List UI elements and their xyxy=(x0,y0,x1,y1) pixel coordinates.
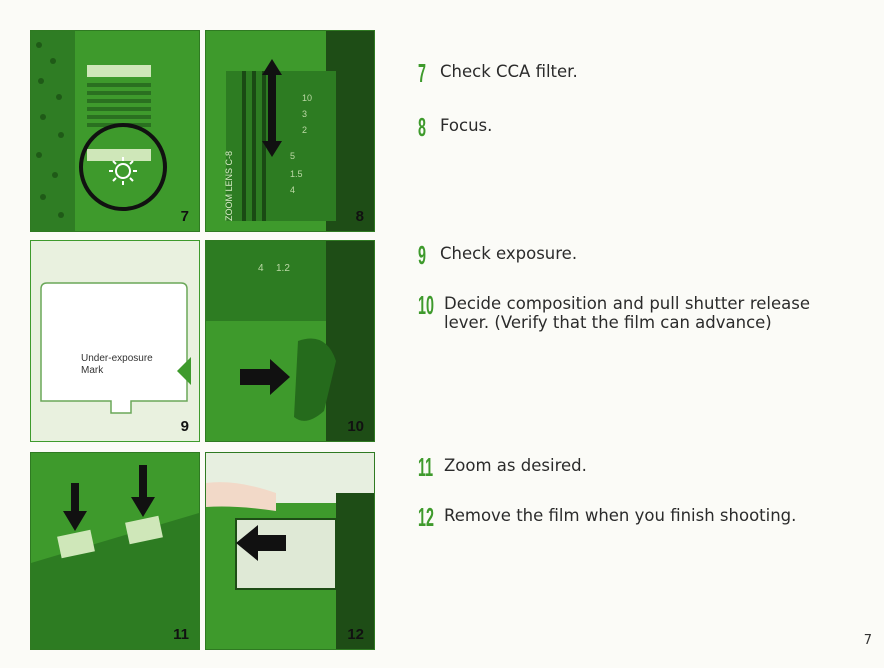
figure-number-12: 12 xyxy=(347,626,364,643)
step-7 xyxy=(418,60,818,86)
step-text-11: Zoom as desired. xyxy=(444,456,587,475)
cca-filter-illustration xyxy=(31,31,199,231)
step-text-9: Check exposure. xyxy=(440,244,578,263)
figure-number-11: 11 xyxy=(173,626,189,643)
step-11 xyxy=(418,454,818,480)
figure-11-zoom xyxy=(30,452,200,650)
figure-number-7: 7 xyxy=(180,208,189,225)
zoom-buttons-illustration xyxy=(31,453,199,649)
step-10 xyxy=(418,292,810,332)
svg-text:4: 4 xyxy=(258,263,264,274)
page-number: 7 xyxy=(863,633,872,648)
step-text-12: Remove the film when you finish shooting. xyxy=(444,506,797,525)
film-cartridge-illustration xyxy=(206,453,374,649)
step-8 xyxy=(418,114,818,140)
svg-text:10: 10 xyxy=(302,93,313,103)
svg-text:3: 3 xyxy=(302,109,308,119)
caption-line-2: Mark xyxy=(81,365,104,376)
figure-9-exposure xyxy=(30,240,200,442)
figure-8-focus xyxy=(205,30,375,232)
step-12 xyxy=(418,504,810,530)
step-number-8: 8 xyxy=(418,112,426,142)
step-number-10: 10 xyxy=(418,290,434,320)
step-text-7: Check CCA filter. xyxy=(440,62,578,81)
under-exposure-caption xyxy=(81,353,153,377)
svg-text:1.5: 1.5 xyxy=(290,169,303,179)
figure-number-10: 10 xyxy=(347,418,364,435)
figure-12-remove-film xyxy=(205,452,375,650)
step-number-11: 11 xyxy=(418,452,434,482)
svg-text:4: 4 xyxy=(290,185,296,195)
step-9 xyxy=(418,242,818,268)
step-number-9: 9 xyxy=(418,240,426,270)
svg-text:1.2: 1.2 xyxy=(276,263,290,274)
svg-text:2: 2 xyxy=(302,125,308,135)
step-number-7: 7 xyxy=(418,58,426,88)
shutter-lever-illustration xyxy=(206,241,374,441)
figure-number-8: 8 xyxy=(355,208,364,225)
figure-10-shutter-release xyxy=(205,240,375,442)
caption-line-1: Under-exposure xyxy=(81,353,153,364)
lens-brand-text: ZOOM LENS C-8 xyxy=(224,150,234,221)
figure-7-cca-filter xyxy=(30,30,200,232)
step-text-10: Decide composition and pull shutter release lever. (Verify that the film can advance) xyxy=(444,294,810,332)
exposure-meter-illustration xyxy=(31,241,199,441)
step-text-8: Focus. xyxy=(440,116,493,135)
step-number-12: 12 xyxy=(418,502,434,532)
svg-text:5: 5 xyxy=(290,151,296,161)
figure-number-9: 9 xyxy=(180,418,189,435)
